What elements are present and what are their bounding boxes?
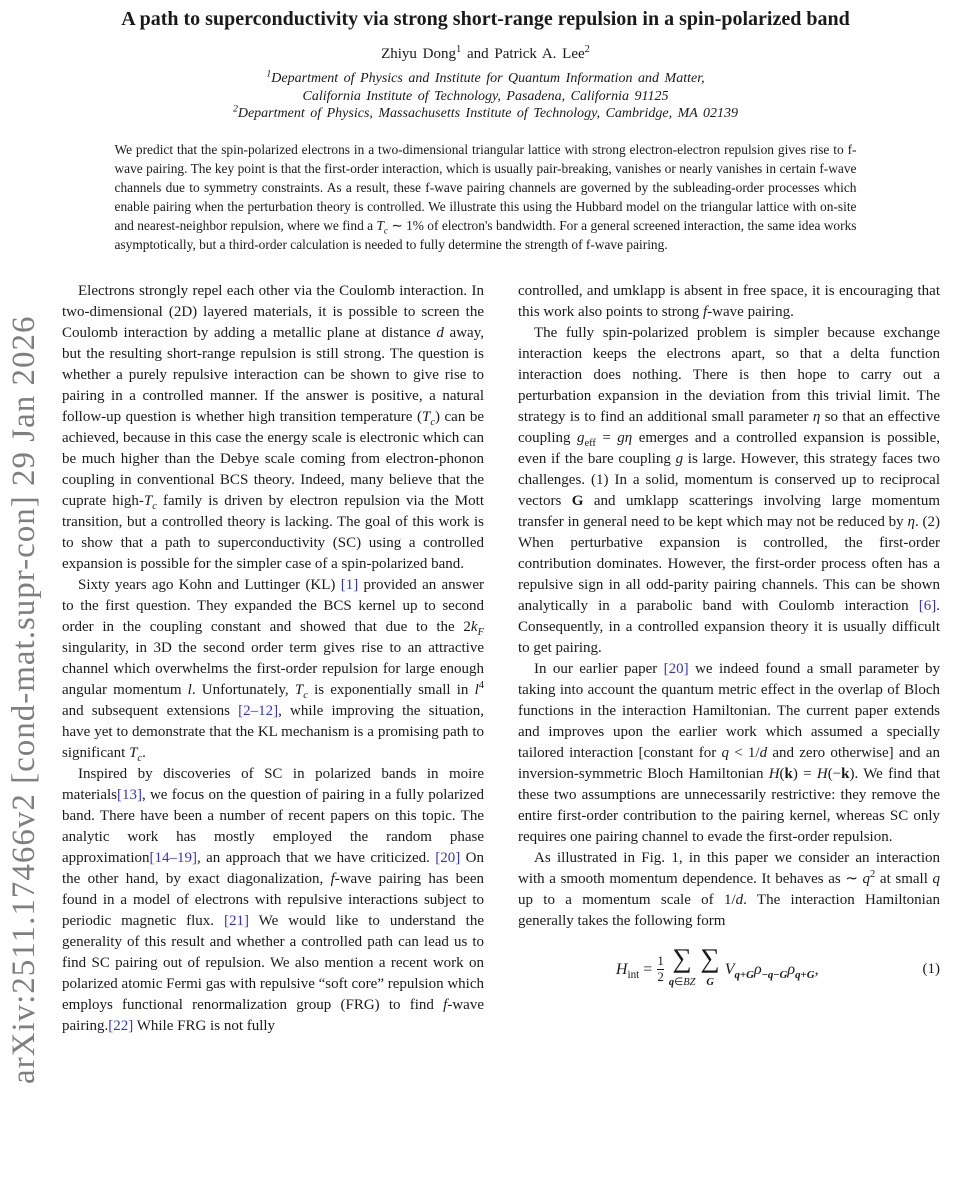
body-paragraph: controlled, and umklapp is absent in free space, it is encouraging that this work also points to strong f-wave pairing.	[518, 282, 940, 320]
body-columns	[0, 281, 971, 1037]
body-paragraph: Sixty years ago Kohn and Luttinger (KL) [1] provided an answer to the first question. They expanded the BCS kernel up to second order in the coupling constant and showed that due to the $2k_F$ singularity, in 3D the second order term gives rise to an attractive channel which overwhelms the first-order repulsion for large enough angular momentum l. Unfortunately, $T_c$ is exponentially small in $l^4$ and subsequent extensions [2–12], while improving the situation, have yet to demonstrate that the KL mechanism is a promising path to significant $T_c$.	[62, 576, 485, 764]
body-paragraph: As illustrated in Fig. 1, in this paper we consider an interaction with a smooth momentum dependence. It behaves as ∼ $q^2$ at small q up to a momentum scale of 1/d. The interaction Hamiltonian generally takes the following form	[518, 849, 940, 929]
affiliation-line-1: $^1$Department of Physics and Institute for Quantum Information and Matter,	[266, 68, 705, 86]
citation-link[interactable]: [1]	[340, 576, 359, 593]
abstract: We predict that the spin-polarized electrons in a two-dimensional triangular lattice with strong electron-electron repulsion gives rise to f-wave pairing. The key point is that the first-order interaction, which is usually pair-breaking, vanishes or nearly vanishes in certain f-wave channels due to symmetry constraints. As a result, these f-wave pairing channels are governed by the subleading-order processes which enable pairing when the perturbation theory is controlled. We illustrate this using the Hubbard model on the triangular lattice with on-site and nearest-neighbor repulsion, where we find a $T_c$ ∼ 1% of electron's bandwidth. For a general screened interaction, the same idea works asymptotically, but a third-order calculation is needed to fully determine the strength of f-wave pairing.	[114, 141, 857, 252]
fraction-one-half	[657, 954, 664, 985]
sum-limit-q-in-bz: q∈BZ	[668, 977, 696, 989]
body-paragraph: Electrons strongly repel each other via the Coulomb interaction. In two-dimensional (2D) layered materials, it is possible to screen the Coulomb interaction by adding a metallic plane at distance d away, but the resulting short-range repulsion is still strong. The question is whether a purely repulsive interaction can be shown to give rise to pairing in a controlled manner. If the answer is positive, a natural follow-up question is whether high transition temperature $(T_c)$ can be achieved, because in this case the energy scale is electronic which can be much higher than the Debye scale coming from electron-phonon coupling in conventional BCS theory. Indeed, many believe that the cuprate high-$T_c$ family is driven by electron repulsion via the Mott transition, but a controlled theory is lacking. The goal of this work is to show that a path to superconductivity (SC) using a controlled expansion is possible for the simpler case of a spin-polarized band.	[62, 282, 485, 572]
affiliation-line-3: $^2$Department of Physics, Massachusetts Institute of Technology, Cambridge, MA 02139	[232, 103, 739, 121]
equation-content	[518, 942, 917, 994]
body-paragraph: In our earlier paper [20] we indeed found a small parameter by taking into account the quantum metric effect in the overlap of Bloch functions in the interaction Hamiltonian. The current paper extends and improves upon the earlier work which assumed a specially tailored interaction [constant for q < 1/d and zero otherwise] and an inversion-symmetric Bloch Hamiltonian H(k) = H(−k). We find that these two assumptions are unnecessarily restrictive: they remove the entire first-order contribution to the pairing kernel, whereas SC only requires one pairing channel to evade the first-order repulsion.	[518, 660, 940, 845]
paper-title: A path to superconductivity via strong short-range repulsion in a spin-polarized band	[121, 8, 850, 30]
left-column	[62, 281, 484, 1037]
paper-header	[0, 0, 971, 123]
citation-link[interactable]: [20]	[663, 660, 689, 677]
body-paragraph: Inspired by discoveries of SC in polarized bands in moire materials[13], we focus on the question of pairing in a fully polarized band. There have been a number of recent papers on this topic. The analytic work has mostly employed the random phase approximation[14–19], an approach that we have criticized. [20] On the other hand, by exact diagonalization, f-wave pairing has been found in a model of electrons with repulsive interactions subject to periodic magnetic flux. [21] We would like to understand the generality of this result and whether a controlled path can lead us to find SC pairing out of repulsion. We also mention a recent work on polarized atomic Fermi gas with repulsive “soft core” repulsion which employs functional renormalization group (FRG) to find f-wave pairing.[22] While FRG is not fully	[62, 765, 484, 1034]
fraction-numerator: 1	[657, 952, 664, 968]
citation-link[interactable]: [21]	[223, 912, 249, 929]
body-paragraph: The fully spin-polarized problem is simpler because exchange interaction keeps the electrons apart, so that a delta function interaction does nothing. There is then hope to carry out a perturbation expansion in the deviation from this trivial limit. The strategy is to find an additional small parameter η so that an effective coupling $g_{eff} = g\eta$ emerges and a controlled expansion is possible, even if the bare coupling g is large. However, this strategy faces two challenges. (1) In a solid, momentum is conserved up to reciprocal vectors G and umklapp scatterings involving large momentum transfer in general need to be kept which may not be reduced by η. (2) When perturbative expansion is controlled, the first-order contribution dominates. However, the first-order process often has a repulsive sign in all odd-parity pairing channels. This can be shown analytically in a parabolic band with Coulomb interaction [6]. Consequently, in a controlled expansion theory it is usually difficult to get pairing.	[518, 324, 940, 656]
citation-link[interactable]: [6]	[918, 597, 937, 614]
arxiv-watermark: arXiv:2511.17466v2 [cond-mat.supr-con] 29 Jan 2026	[6, 315, 42, 1084]
fraction-denominator: 2	[657, 968, 664, 984]
authors-line: Zhiyu Dong$^1$ and Patrick A. Lee$^2$	[381, 44, 590, 62]
equation-lhs: $H_{int}$ =	[615, 960, 653, 981]
sum-over-q	[668, 942, 696, 994]
equation-1	[518, 942, 940, 994]
citation-link[interactable]: [20]	[435, 849, 461, 866]
equation-number: (1)	[922, 960, 940, 977]
affiliation-line-2: California Institute of Technology, Pasadena, California 91125	[302, 88, 669, 104]
citation-link[interactable]: [22]	[108, 1017, 134, 1034]
sum-limit-g: G	[706, 977, 714, 989]
right-column	[518, 281, 940, 1037]
equation-body: $V_{q+G}\rho_{-q-G}\rho_{q+G}$,	[724, 960, 819, 981]
citation-link[interactable]: [2–12]	[238, 702, 279, 719]
sigma-symbol: ∑	[672, 942, 692, 973]
citation-link[interactable]: [13]	[116, 786, 142, 803]
sigma-symbol: ∑	[700, 942, 720, 973]
sum-over-g	[700, 942, 720, 994]
citation-link[interactable]: [14–19]	[149, 849, 197, 866]
affiliations	[0, 70, 971, 123]
